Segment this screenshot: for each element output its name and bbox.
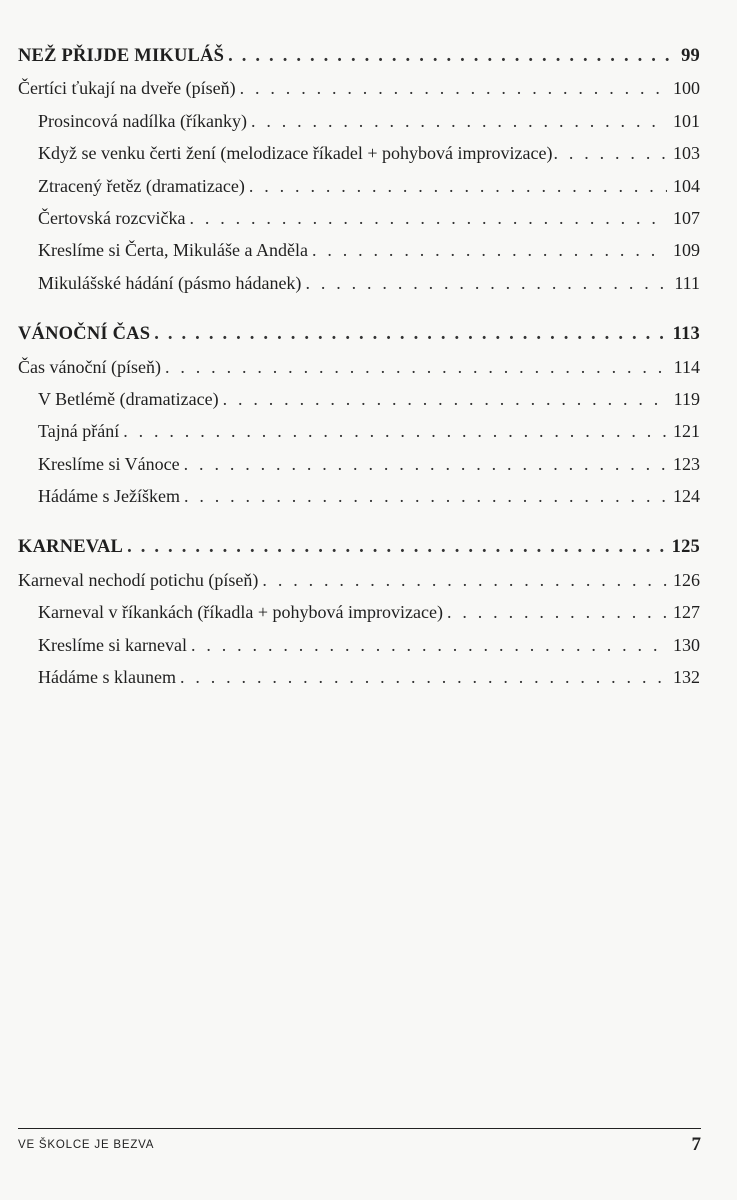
toc-heading-title: VÁNOČNÍ ČAS	[18, 324, 151, 345]
toc-entry-title: Kreslíme si Čerta, Mikuláše a Anděla	[38, 240, 308, 261]
toc-subentry[interactable]	[18, 170, 700, 202]
toc-heading-title: KARNEVAL	[18, 537, 124, 558]
dot-leader	[191, 629, 667, 661]
toc-heading[interactable]	[18, 40, 700, 72]
toc-entry-page: 127	[673, 602, 700, 623]
toc-entry-page: 119	[673, 388, 700, 409]
toc-subentry[interactable]	[18, 137, 700, 169]
toc-entry-page: 132	[673, 667, 700, 688]
dot-leader	[553, 137, 672, 169]
toc-subentry[interactable]	[18, 448, 700, 480]
toc-entry-title: Čertovská rozcvička	[38, 207, 186, 228]
toc-entry-page: 114	[673, 356, 700, 377]
dot-leader	[154, 318, 666, 350]
toc-entry-page: 123	[673, 453, 700, 474]
dot-leader	[127, 531, 666, 563]
footer-divider	[18, 1128, 701, 1129]
toc-subentry[interactable]	[18, 629, 700, 661]
dot-leader	[249, 170, 667, 202]
toc-entry-title: Kreslíme si karneval	[38, 634, 187, 655]
toc-entry[interactable]	[18, 72, 700, 104]
dot-leader	[184, 448, 667, 480]
toc-entry-title: Hádáme s klaunem	[38, 667, 176, 688]
toc-subentry[interactable]	[18, 596, 700, 628]
toc-heading-title: NEŽ PŘIJDE MIKULÁŠ	[18, 46, 225, 66]
dot-leader	[180, 661, 667, 693]
toc-entry[interactable]	[18, 564, 700, 596]
toc-entry-title: Ztracený řetěz (dramatizace)	[38, 175, 245, 196]
toc-section-mikulas	[18, 40, 700, 299]
toc-subentry[interactable]	[18, 383, 700, 415]
dot-leader	[223, 383, 668, 415]
toc-entry-title: Když se venku čerti žení (melodizace říkadel + pohybová improvizace)	[38, 143, 553, 164]
toc-subentry[interactable]	[18, 234, 700, 266]
toc-heading-page: 113	[672, 324, 700, 345]
toc-entry-page: 111	[674, 272, 700, 293]
dot-leader	[165, 351, 668, 383]
toc-entry-page: 107	[673, 207, 700, 228]
toc-heading[interactable]	[18, 531, 700, 563]
toc-entry-title: Čas vánoční (píseň)	[18, 356, 161, 377]
toc-section-karneval	[18, 531, 700, 693]
toc-entry-page: 126	[673, 569, 700, 590]
toc-section-vanoce	[18, 318, 700, 512]
toc-entry-title: Karneval v říkankách (říkadla + pohybová improvizace)	[38, 602, 443, 623]
toc-entry-page: 104	[673, 175, 700, 196]
toc-entry-title: Karneval nechodí potichu (píseň)	[18, 569, 259, 590]
dot-leader	[240, 72, 667, 104]
dot-leader	[251, 105, 667, 137]
dot-leader	[189, 202, 667, 234]
toc-subentry[interactable]	[18, 202, 700, 234]
toc-entry-title: Čertíci ťukají na dveře (píseň)	[18, 78, 236, 99]
toc-entry-page: 103	[673, 143, 700, 164]
toc-entry-title: Kreslíme si Vánoce	[38, 453, 180, 474]
toc-entry-title: V Betlémě (dramatizace)	[38, 388, 219, 409]
toc-entry-title: Hádáme s Ježíškem	[38, 486, 180, 507]
toc-entry-title: Mikulášské hádání (pásmo hádanek)	[38, 272, 302, 293]
toc-heading[interactable]	[18, 318, 700, 350]
toc-entry-title: Prosincová nadílka (říkanky)	[38, 110, 247, 131]
toc-heading-page: 99	[681, 46, 700, 66]
dot-leader	[447, 596, 667, 628]
toc-entry-page: 124	[673, 486, 700, 507]
toc-subentry[interactable]	[18, 415, 700, 447]
toc-subentry[interactable]	[18, 267, 700, 299]
toc-subentry[interactable]	[18, 661, 700, 693]
footer-page-number: 7	[691, 1134, 701, 1155]
toc-entry-title: Tajná přání	[38, 421, 120, 442]
toc-heading-page: 125	[671, 537, 700, 558]
dot-leader	[262, 564, 667, 596]
dot-leader	[184, 480, 667, 512]
toc-entry-page: 100	[673, 78, 700, 99]
toc-subentry[interactable]	[18, 105, 700, 137]
dot-leader	[305, 267, 668, 299]
table-of-contents	[18, 40, 700, 712]
toc-subentry[interactable]	[18, 480, 700, 512]
toc-entry-page: 109	[673, 240, 700, 261]
toc-entry-page: 121	[673, 421, 700, 442]
dot-leader	[228, 40, 675, 72]
dot-leader	[123, 415, 667, 447]
toc-entry[interactable]	[18, 351, 700, 383]
toc-entry-page: 130	[673, 634, 700, 655]
footer-book-title: VE ŠKOLCE JE BEZVA	[18, 1139, 155, 1151]
dot-leader	[312, 234, 667, 266]
toc-entry-page: 101	[673, 110, 700, 131]
